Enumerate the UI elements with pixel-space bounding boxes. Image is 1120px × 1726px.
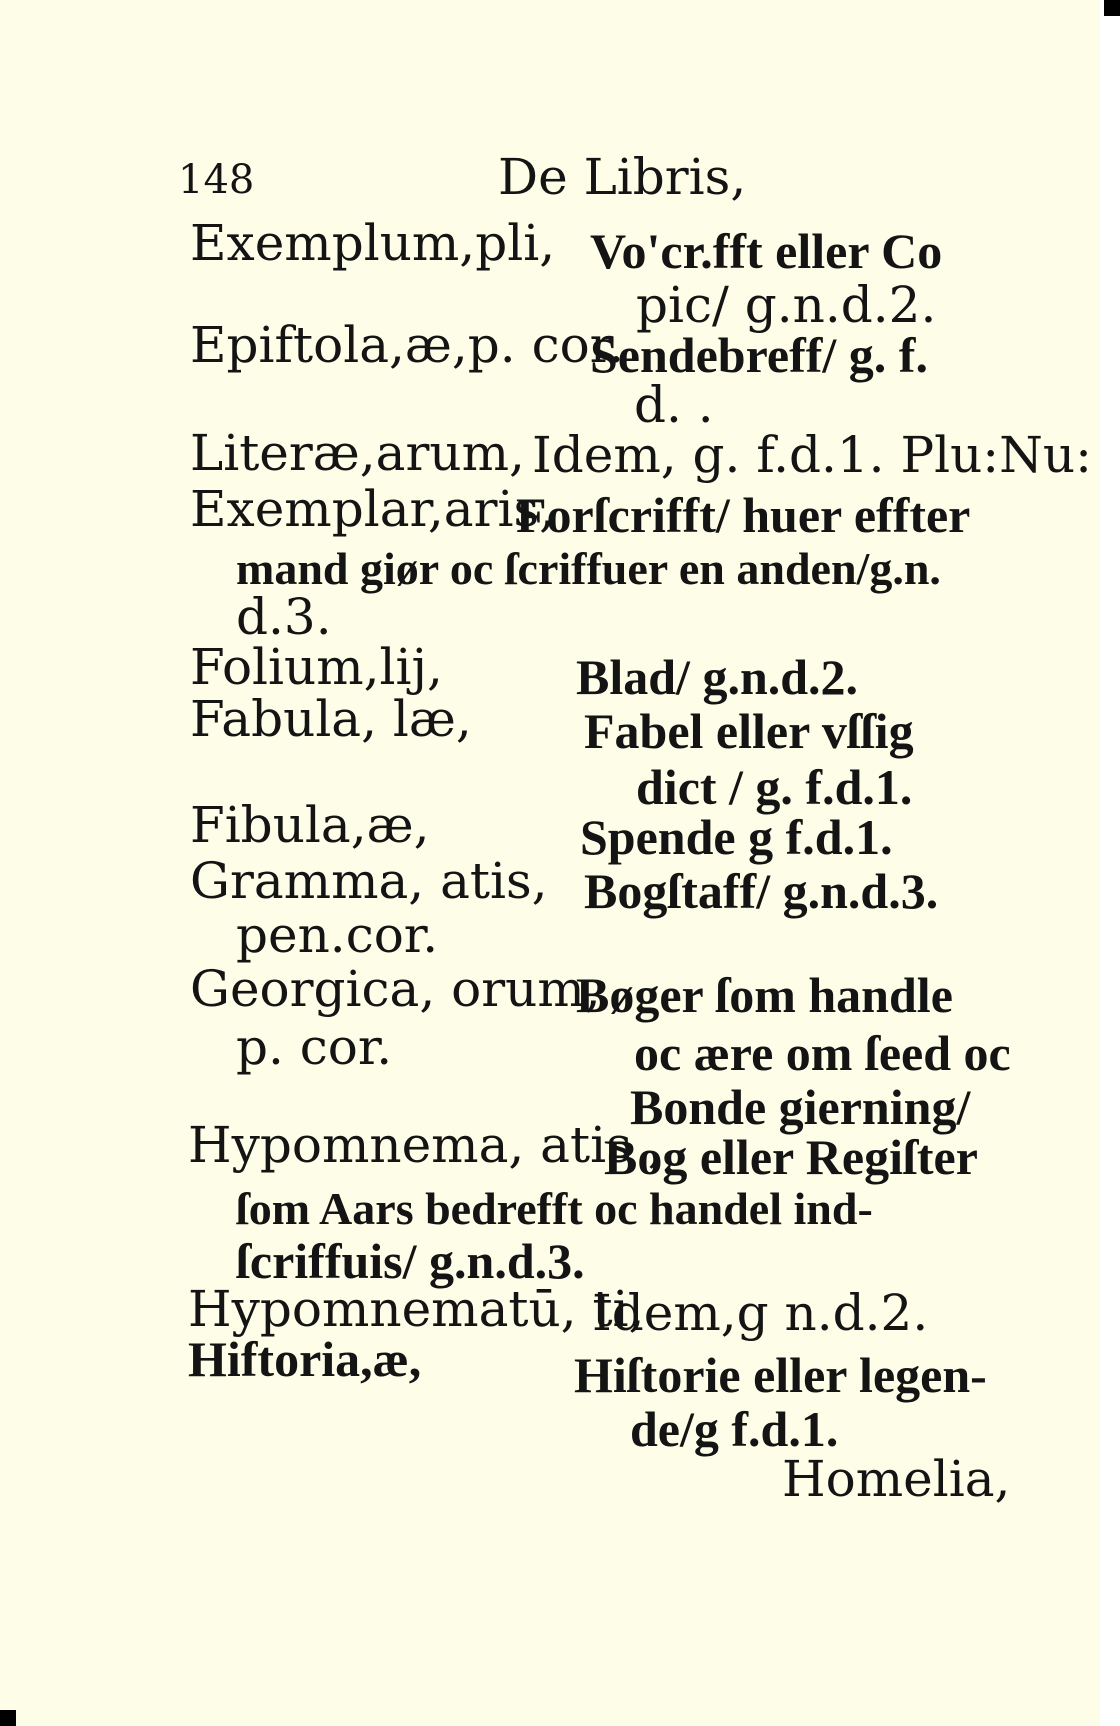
entry-latin: Epiftola,æ,p. cor. — [190, 316, 624, 374]
entry-latin: Exemplar,aris, — [190, 480, 556, 538]
entry-danish: Bog eller Regiſter — [604, 1129, 978, 1185]
entry-latin-continuation: p. cor. — [236, 1018, 393, 1076]
entry-danish: Bonde gierning/ — [630, 1079, 971, 1135]
entry-danish: d.3. — [236, 588, 332, 646]
entry-latin-continuation: pen.cor. — [236, 906, 439, 964]
entry-danish: mand giør oc ſcriffuer en anden/g.n. — [236, 543, 941, 594]
entry-latin: Hypomnematū, ti, — [188, 1280, 645, 1338]
entry-danish: Bøger ſom handle — [576, 967, 953, 1023]
entry-danish: Fabel eller vſſig — [584, 703, 914, 759]
scan-edge-mark — [0, 1710, 16, 1726]
entry-danish: d. . — [634, 376, 714, 434]
entry-latin: Hypomnema, atis , — [188, 1116, 664, 1174]
entry-danish: Blad/ g.n.d.2. — [576, 649, 859, 705]
entry-latin: Gramma, atis, — [190, 852, 548, 910]
entry-danish: Sendebreff/ g. f. — [590, 327, 928, 383]
entry-danish: Vo'cr.fft eller Co — [590, 223, 943, 279]
scan-margin — [1100, 0, 1120, 1726]
entry-latin: Folium,lij, — [190, 638, 443, 696]
entry-latin: Georgica, orum, — [190, 960, 601, 1018]
entry-latin: Exemplum,pli, — [190, 214, 556, 272]
entry-latin: Fabula, læ, — [190, 690, 472, 748]
entry-danish: Spende g f.d.1. — [580, 809, 893, 865]
entry-danish: oc ære om ſeed oc — [634, 1025, 1011, 1081]
entry-danish: ſcriffuis/ g.n.d.3. — [236, 1233, 585, 1289]
entry-danish: pic/ g.n.d.2. — [636, 276, 937, 334]
entry-latin: Hiftoria,æ, — [188, 1331, 422, 1387]
entry-danish: ſom Aars bedrefft oc handel ind- — [236, 1183, 873, 1234]
entry-danish: dict / g. f.d.1. — [636, 759, 913, 815]
page-number: 148 — [178, 157, 255, 203]
entry-danish: Bogſtaff/ g.n.d.3. — [584, 863, 939, 919]
entry-danish: de/g f.d.1. — [630, 1401, 839, 1457]
running-head: De Libris, — [498, 148, 747, 206]
entry-latin: Fibula,æ, — [190, 796, 430, 854]
entry-latin: Literæ,arum, — [190, 424, 525, 482]
catchword: Homelia, — [782, 1450, 1011, 1508]
entry-danish: Hiſtorie eller legen- — [574, 1347, 987, 1403]
entry-danish: Idem,g n.d.2. — [592, 1284, 929, 1342]
scan-edge-mark — [1104, 0, 1120, 16]
entry-danish: Idem, g. f.d.1. Plu:Nu: — [532, 426, 1092, 484]
entry-danish: Forſcrifft/ huer effter — [516, 487, 971, 543]
